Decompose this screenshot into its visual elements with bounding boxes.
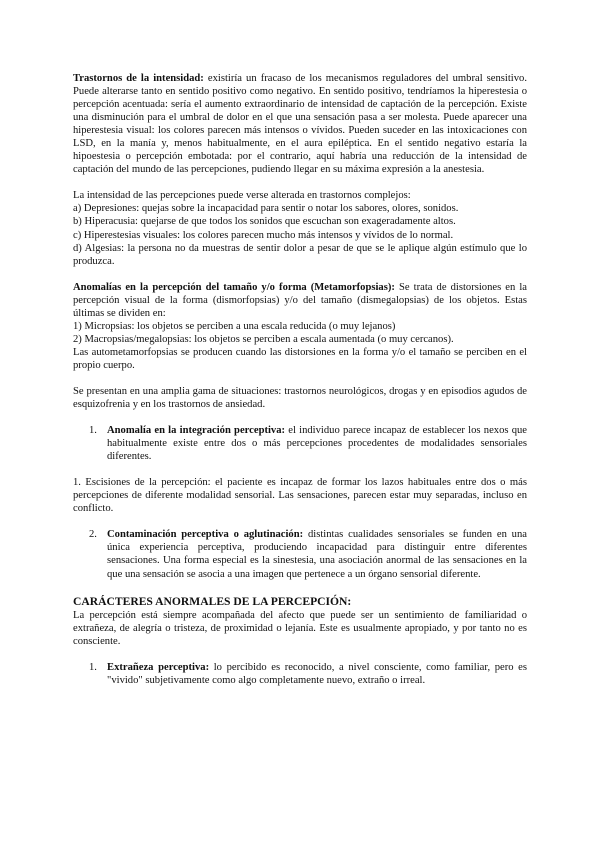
list-body [107, 528, 527, 580]
heading-intensity: Trastornos de la intensidad: [73, 73, 204, 84]
size-item-micropsias: 1) Micropsias: los objetos se perciben a una escala reducida (o muy lejanos) [73, 320, 396, 332]
document-body [73, 72, 527, 687]
list-item-contamination [73, 528, 527, 580]
paragraph-intensity [73, 72, 527, 176]
paragraph-size-form [73, 281, 527, 320]
heading-integration: Anomalía en la integración perceptiva: [107, 425, 286, 437]
list-number: 1. [89, 661, 97, 673]
text-contamination: distintas cualidades sensoriales se funden en una única experiencia perceptiva, produciendo incapacidad para distinguir entre diferentes sensaciones. Una forma especial es la sinestesia, una asociación anormal de las sensaciones en la que una sensación se asocia a una imagen que pertenece a un órgano sensorial diferente. [107, 529, 527, 580]
text-integration: el individuo parece incapaz de establecer los nexos que habitualmente existe entre dos o más percepciones procedentes de modalidades sensoriales diferentes. [107, 425, 527, 463]
paragraph-situations: Se presentan en una amplia gama de situaciones: trastornos neurológicos, drogas y en episodios agudos de esquizofrenia y en los trastornos de ansiedad. [73, 385, 527, 411]
list-body [107, 661, 527, 687]
size-item-macropsias: 2) Macropsias/megalopsias: los objetos se perciben a escala aumentada (o muy cercanos). [73, 333, 454, 345]
complex-disorders-intro: La intensidad de las percepciones puede verse alterada en trastornos complejos: [73, 190, 411, 202]
heading-abnormal-characters: CARÁCTERES ANORMALES DE LA PERCEPCIÓN: [73, 594, 352, 608]
list-item-integration [73, 424, 527, 463]
paragraph-abnormal-characters: La percepción está siempre acompañada del afecto que puede ser un sentimiento de familiaridad o extrañeza, de alegría o tristeza, de proximidad o lejanía. Este es usualmente apropiado, y por tanto no es consciente. [73, 609, 527, 647]
list-number: 1. [89, 425, 97, 437]
complex-disorder-item-a: a) Depresiones: quejas sobre la incapacidad para sentir o notar los sabores, olores, sonidos. [73, 203, 459, 215]
complex-disorder-item-b: b) Hiperacusia: quejarse de que todos los sonidos que escuchan son exageradamente altos. [73, 216, 456, 228]
heading-contamination: Contaminación perceptiva o aglutinación: [107, 529, 304, 541]
text-strangeness: lo percibido es reconocido, a nivel consciente, como familiar, pero es "vivido" subjetivamente como algo completamente nuevo, extraño o irreal. [107, 661, 528, 686]
list-item-strangeness [73, 661, 527, 687]
text-intensity: existiría un fracaso de los mecanismos reguladores del umbral sensitivo. Puede alterarse tanto en sentido positivo como negativo. En sentido positivo, tendríamos la hiperestesia o percepción acentuada: sería el aumento extraordinario de intensidad de captación de la percepción. Existe una disminución para el umbral de dolor en el que una sensación pasa a ser molesta. Puede aparecer una hiperestesia visual: los colores parecen más intensos o vívidos. Pueden suceder en las intoxicaciones con LSD, en la manía y, menos habitualmente, en el aura epiléptica. En el sentido negativo estaría la hipoestesia o percepción embotada: por el contrario, aquí habría una reducción de la intensidad de captación del mundo de las percepciones, pudiendo llegar en su máxima expresión a la anestesia. [73, 73, 527, 176]
complex-disorder-item-c: c) Hiperestesias visuales: los colores parecen mucho más intensos y vívidos de lo normal. [73, 229, 454, 241]
complex-disorder-item-d: d) Algesias: la persona no da muestras de sentir dolor a pesar de que se le aplique algún estímulo que lo produzca. [73, 242, 527, 267]
heading-size-form: Anomalías en la percepción del tamaño y/o forma (Metamorfopsias): [73, 281, 395, 293]
size-outro: Las autometamorfopsias se producen cuando las distorsiones en la forma y/o el tamaño se perciben en el propio cuerpo. [73, 346, 527, 371]
list-body [107, 424, 527, 463]
paragraph-escisiones: 1. Escisiones de la percepción: el paciente es incapaz de formar los lazos habituales entre dos o más percepciones de diferente modalidad sensorial. Las sensaciones, parecen estar muy separadas, incluso en conflicto. [73, 477, 527, 515]
heading-strangeness: Extrañeza perceptiva: [107, 661, 210, 673]
list-number: 2. [89, 529, 97, 541]
text-size-form: Se trata de distorsiones en la percepción visual de la forma (dismorfopsias) y/o del tamaño (dismegalopsias) de los objetos. Estas últimas se dividen en: [73, 281, 528, 319]
